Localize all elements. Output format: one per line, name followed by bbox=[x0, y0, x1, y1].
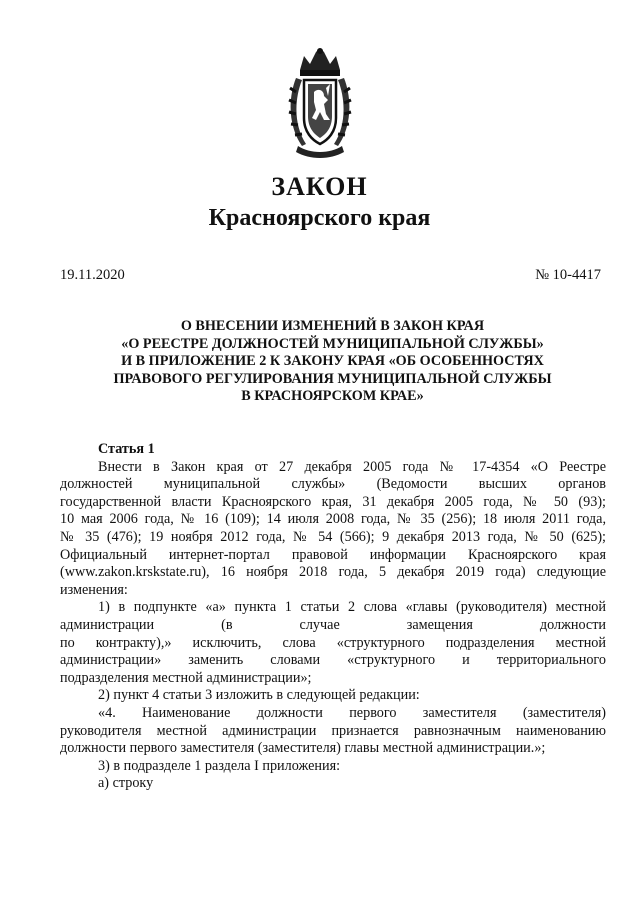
heading-line: В КРАСНОЯРСКОМ КРАЕ» bbox=[241, 388, 424, 404]
heading-line: И В ПРИЛОЖЕНИЕ 2 К ЗАКОНУ КРАЯ «ОБ ОСОБЕННОСТЯХ bbox=[121, 353, 544, 369]
body-line: руководителя местной администрации признается равнозначным наименованию bbox=[60, 722, 606, 739]
body-line: администрации (в случае замещения должности bbox=[60, 616, 606, 633]
body-line: 1) в подпункте «а» пункта 1 статьи 2 слова «главы (руководителя) местной bbox=[98, 599, 606, 616]
body-line: (www.zakon.krskstate.ru), 16 ноября 2018 года, 5 декабря 2019 года) следующие bbox=[60, 564, 606, 581]
law-heading bbox=[60, 318, 605, 406]
body-line: Внести в Закон края от 27 декабря 2005 года № 17-4354 «О Реестре bbox=[98, 458, 606, 475]
heading-line: ПРАВОВОГО РЕГУЛИРОВАНИЯ МУНИЦИПАЛЬНОЙ СЛУЖБЫ bbox=[113, 370, 552, 387]
body-line: должностей муниципальной службы» (Ведомости высших органов bbox=[60, 476, 606, 493]
body-line: 2) пункт 4 статьи 3 изложить в следующей редакции: bbox=[98, 687, 420, 704]
heading-line: О ВНЕСЕНИИ ИЗМЕНЕНИЙ В ЗАКОН КРАЯ bbox=[180, 318, 485, 334]
coat-of-arms-icon bbox=[286, 48, 354, 160]
document-subtitle: Красноярского края bbox=[208, 205, 431, 231]
article-title: Статья 1 bbox=[98, 441, 155, 457]
heading-line: «О РЕЕСТРЕ ДОЛЖНОСТЕЙ МУНИЦИПАЛЬНОЙ СЛУЖБЫ» bbox=[121, 335, 544, 352]
body-line: Официальный интернет-портал правовой информации Красноярского края bbox=[60, 546, 606, 563]
document-date: 19.11.2020 bbox=[60, 267, 125, 283]
article-body bbox=[60, 441, 606, 793]
body-line: 10 мая 2006 года, № 16 (109); 14 июля 2008 года, № 35 (256); 18 июля 2011 года, bbox=[60, 511, 606, 528]
body-line: государственной власти Красноярского края, 31 декабря 2005 года, № 50 (93); bbox=[60, 493, 606, 510]
document-number: № 10-4417 bbox=[535, 267, 601, 283]
body-line: 3) в подразделе 1 раздела I приложения: bbox=[98, 757, 341, 774]
body-line: должности первого заместителя (заместителя) главы местной администрации.»; bbox=[60, 740, 546, 757]
body-line: подразделения местной администрации»; bbox=[60, 669, 312, 686]
body-line: администрации» заменить словами «структурного и территориального bbox=[60, 652, 606, 669]
body-line: изменения: bbox=[60, 581, 128, 598]
body-line: № 35 (476); 19 ноября 2012 года, № 54 (566); 9 декабря 2013 года, № 50 (625); bbox=[60, 528, 606, 545]
body-line: «4. Наименование должности первого заместителя (заместителя) bbox=[98, 704, 606, 721]
document-title: ЗАКОН bbox=[271, 172, 368, 201]
body-line: а) строку bbox=[98, 775, 154, 792]
body-line: по контракту),» исключить, слова «структурного подразделения местной bbox=[60, 634, 606, 651]
